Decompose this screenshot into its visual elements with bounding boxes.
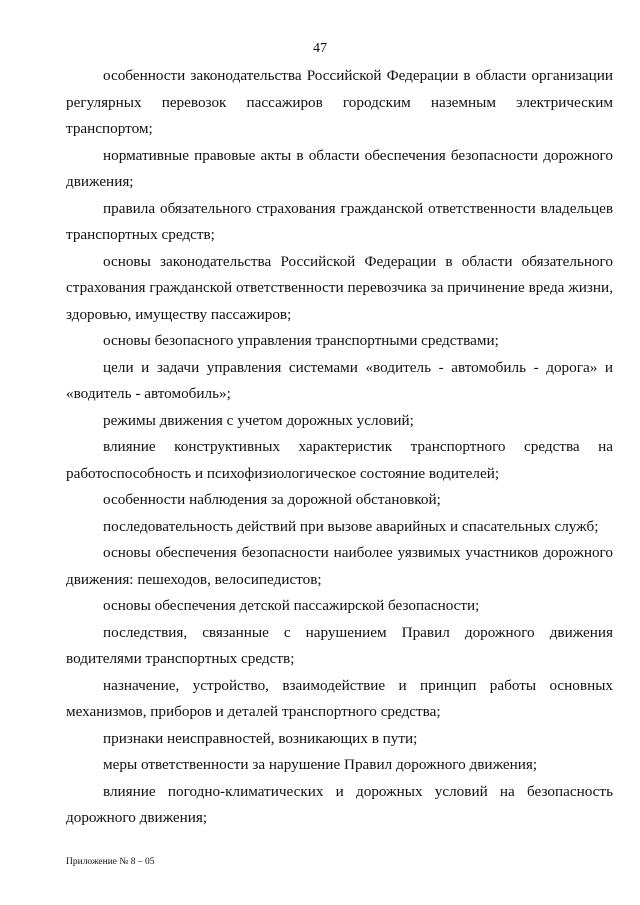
list-item: признаки неисправностей, возникающих в пути; xyxy=(103,729,418,747)
list-item: основы безопасного управления транспортными средствами; xyxy=(103,332,499,349)
list-item: нормативные правовые акты в области обеспечения безопасности дорожного движения; xyxy=(66,146,613,190)
list-item: основы законодательства Российской Федерации в области обязательного страхования гражданской ответственности перевозчика за причинение вреда жизни, здоровью, имуществу пассажиров; xyxy=(66,252,613,323)
list-item: цели и задачи управления системами «водитель - автомобиль - дорога» и «водитель - автомобиль»; xyxy=(66,358,613,402)
list-item: основы обеспечения безопасности наиболее уязвимых участников дорожного движения: пешеходов, велосипедистов; xyxy=(66,544,613,588)
list-item: меры ответственности за нарушение Правил дорожного движения; xyxy=(103,756,538,773)
list-item: особенности наблюдения за дорожной обстановкой; xyxy=(103,491,441,508)
page-number: 47 xyxy=(313,41,327,56)
document-body xyxy=(66,63,613,832)
list-item: особенности законодательства Российской Федерации в области организации регулярных перевозок пассажиров городским наземным электрическим транспортом; xyxy=(66,67,613,137)
list-item: влияние конструктивных характеристик транспортного средства на работоспособность и психофизиологическое состояние водителей; xyxy=(66,438,613,482)
footer-note: Приложение № 8 – 05 xyxy=(66,857,155,867)
list-item: основы обеспечения детской пассажирской безопасности; xyxy=(103,597,480,614)
list-item: последствия, связанные с нарушением Правил дорожного движения водителями транспортных средств; xyxy=(66,623,613,667)
list-item: режимы движения с учетом дорожных условий; xyxy=(103,411,414,429)
list-item: влияние погодно-климатических и дорожных условий на безопасность дорожного движения; xyxy=(66,782,613,826)
list-item: назначение, устройство, взаимодействие и принцип работы основных механизмов, приборов и деталей транспортного средства; xyxy=(66,676,613,720)
list-item: последовательность действий при вызове аварийных и спасательных служб; xyxy=(103,517,599,535)
list-item: правила обязательного страхования гражданской ответственности владельцев транспортных средств; xyxy=(66,199,613,243)
